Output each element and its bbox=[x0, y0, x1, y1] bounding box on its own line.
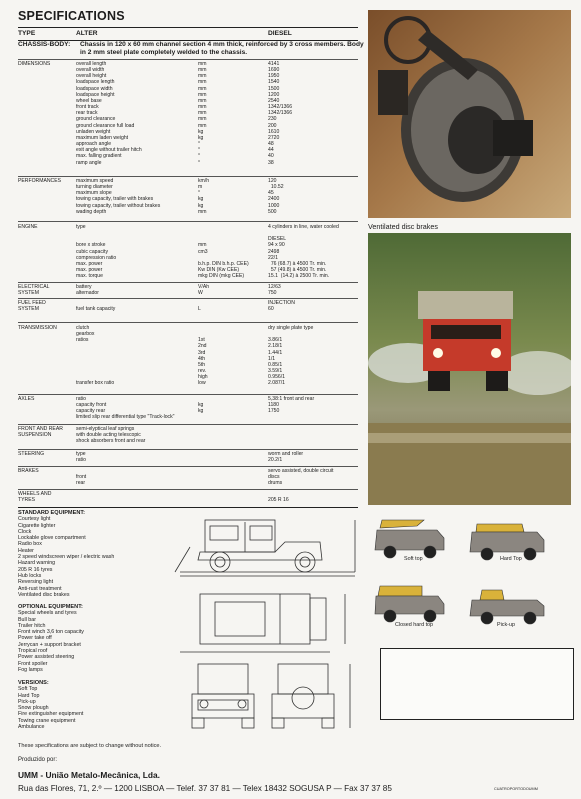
section-rule bbox=[18, 282, 358, 283]
axles-items: ratio capacity front capacity rear limited slip rear differential type "Track-lock" bbox=[76, 396, 175, 421]
engine-items: type bore x stroke cubic capacity compression ratio max. power max. power max. torque bbox=[76, 224, 117, 280]
spec-table-header bbox=[18, 27, 358, 41]
empty-stamp-box bbox=[380, 648, 574, 720]
versions-list bbox=[18, 680, 168, 730]
section-rule bbox=[18, 449, 358, 450]
produced-by-label: Produzido por: bbox=[18, 757, 58, 763]
section-heading: AXLES bbox=[18, 396, 35, 402]
steering-values: worm and roller 20.2/1 bbox=[268, 451, 304, 464]
pick-up-label: Pick-up bbox=[497, 622, 515, 628]
transmission-values: dry single plate type 3.86/1 2.18/1 1.44/1 1/1 0.85/1 3.59/1 0.956/1 2.087/1 bbox=[268, 325, 314, 387]
electrical-items: battery alternador bbox=[76, 284, 99, 297]
page-title: SPECIFICATIONS bbox=[18, 9, 125, 23]
soft-top-label: Soft top bbox=[404, 556, 423, 562]
disc-brake-photo bbox=[368, 10, 571, 218]
header-diesel: DIESEL bbox=[268, 29, 292, 37]
performances-units: km/h m ° kg kg mm bbox=[198, 178, 210, 215]
section-rule bbox=[18, 221, 358, 222]
axles-values: 5,38:1 front and rear 1180 1750 bbox=[268, 396, 315, 415]
technical-drawings bbox=[170, 512, 370, 737]
section-rule bbox=[18, 59, 358, 60]
section-heading: ELECTRICAL SYSTEM bbox=[18, 284, 50, 297]
version-illustrations bbox=[372, 510, 572, 635]
section-heading: ENGINE bbox=[18, 224, 38, 230]
transmission-items: clutch gearbox ratios transfer box ratio bbox=[76, 325, 115, 387]
performances-items: maximum speed turning diameter maximum slope towing capacity, trailer with brakes towing capacity, trailer without brakes wading depth bbox=[76, 178, 161, 215]
section-heading: FUEL FEED SYSTEM bbox=[18, 300, 46, 313]
versions-items: Soft Top Hard Top Pick-up Snow plough Fire extinguisher equipment Towing crane equipment Ambulance bbox=[18, 686, 84, 731]
versions-heading: VERSIONS: bbox=[18, 680, 49, 686]
chassis-label: CHASSIS-BODY: bbox=[18, 41, 71, 48]
section-heading: STEERING bbox=[18, 451, 45, 457]
jeep-water-photo bbox=[368, 233, 571, 505]
hard-top-label: Hard Top bbox=[500, 556, 522, 562]
dimensions-units: mm mm mm mm mm mm mm mm mm mm mm kg kg ° ° ° ° bbox=[198, 61, 207, 166]
optional-equipment-items: Special wheels and tyres Bull bar Trailer hitch Front winch 3,6 ton capacity Power take off Jerrycan + support bracket Tropical roof Power assisted steering Front spoiler Fog lamps bbox=[18, 610, 84, 673]
closed-hard-top-label: Closed hard top bbox=[395, 622, 434, 628]
section-heading: BRAKES bbox=[18, 468, 39, 474]
steering-items: type ratio bbox=[76, 451, 86, 464]
section-rule bbox=[18, 322, 358, 323]
company-address: Rua das Flores, 71, 2.º — 1200 LISBOA — Telef. 37 37 81 — Telex 18432 SOGUSA P — Fax 37 37 85 bbox=[18, 784, 392, 793]
section-heading: WHEELS AND TYRES bbox=[18, 491, 52, 504]
dimensions-values: 4141 1690 1950 1540 1500 1200 2540 1342/1366 1342/1366 230 200 1610 2720 48 44 40 38 bbox=[268, 61, 293, 166]
fuel-items: fuel tank capacity bbox=[76, 306, 116, 313]
electrical-units: V/Ah W bbox=[198, 284, 210, 297]
transmission-units: 1st 2nd 3rd 4th 5th rev. high low bbox=[198, 337, 208, 387]
performances-values: 120 10.52 45 2400 1000 500 bbox=[268, 178, 284, 215]
section-rule bbox=[18, 466, 358, 467]
section-heading: DIMENSIONS bbox=[18, 61, 51, 67]
dimensions-items: overall length overall width overall height loadspace length loadspace width loadspace height wheel base front track rear track ground clearance ground clearance full load unladen weight maximum laden weight approach angle exit angle without trailer hitch max. falling gradient ramp angle bbox=[76, 61, 142, 166]
header-alter: ALTER bbox=[76, 29, 98, 37]
electrical-values: 12/63 750 bbox=[268, 284, 281, 297]
standard-equipment-list bbox=[18, 510, 168, 598]
section-heading: FRONT AND REAR SUSPENSION bbox=[18, 426, 63, 439]
section-rule bbox=[18, 424, 358, 425]
section-rule bbox=[18, 394, 358, 395]
section-heading: PERFORMANCES bbox=[18, 178, 62, 184]
section-rule bbox=[18, 489, 358, 490]
optional-equipment-list bbox=[18, 604, 168, 673]
optional-equipment-heading: OPTIONAL EQUIPMENT: bbox=[18, 604, 83, 610]
suspension-items: semi-elyptical leaf springs with double acting telescopic shock absorbers front and rear bbox=[76, 426, 146, 445]
standard-equipment-items: Courtesy light Cigarette lighter Clock Lockable glove compartment Radio box Heater 2 speed windscreen wiper / electric wash Hazard warning 205 R 16 tyres Hub locks Reversing light Anti-rust treatment Ventilated disc brakes bbox=[18, 516, 115, 598]
brakes-values: servo assisted, double circuit discs drums bbox=[268, 468, 334, 487]
section-rule bbox=[18, 507, 358, 508]
wheels-values: 205 R 16 bbox=[268, 497, 289, 504]
section-rule bbox=[18, 298, 358, 299]
fuel-units: L bbox=[198, 306, 201, 313]
engine-units: mm cm3 b.h.p. DIN b.h.p. CEE) Kw DIN (Kw CEE) mkg DIN (mkg CEE) bbox=[198, 242, 249, 280]
section-rule bbox=[18, 176, 358, 177]
engine-values: 4 cylinders in line, water cooled DIESEL 94 x 90 2498 22/1 76 (68.7) à 4500 Tr. min. 57 (49.8) à 4500 Tr. min. 15.1 (14.2) à 2500 Tr. min. bbox=[268, 224, 339, 280]
axles-units: kg kg bbox=[198, 402, 204, 415]
disc-brakes-caption: Ventilated disc brakes bbox=[368, 222, 438, 231]
source-tag: CUATROPORTODOUMM bbox=[494, 787, 538, 791]
section-heading: TRANSMISSION bbox=[18, 325, 57, 331]
disclaimer-note: These specifications are subject to change without notice. bbox=[18, 743, 162, 749]
company-name: UMM - União Metalo-Mecânica, Lda. bbox=[18, 770, 160, 780]
chassis-text: Chassis in 120 x 60 mm channel section 4 mm thick, reinforced by 3 cross members. Body in 2 mm steel plate completely welded to the chassis. bbox=[80, 41, 364, 56]
header-type: TYPE bbox=[18, 29, 36, 37]
brakes-items: front rear bbox=[76, 474, 87, 487]
fuel-values: INJECTION 60 bbox=[268, 300, 295, 313]
standard-equipment-heading: STANDARD EQUIPMENT: bbox=[18, 510, 86, 516]
